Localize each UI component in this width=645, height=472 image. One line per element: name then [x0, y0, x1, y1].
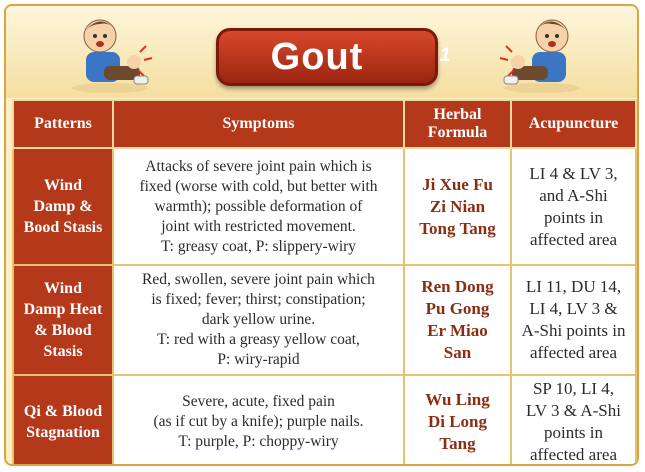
table-row	[13, 148, 636, 265]
cell-text-line: Er Miao	[427, 321, 488, 340]
cell-text-line: LI 4, LV 3 &	[529, 299, 618, 318]
acupuncture-cell	[511, 148, 636, 265]
header-herbal-line: Formula	[427, 124, 488, 141]
cell-text-line: Ren Dong	[421, 277, 494, 296]
cell-text-line: SP 10, LI 4,	[532, 379, 615, 398]
cell-text-line: points in	[543, 207, 604, 227]
cell-text-line: Ji Xue Fu	[422, 174, 493, 194]
cell-text-line: Wind	[44, 280, 82, 297]
cell-text-line: Tong Tang	[419, 218, 496, 238]
man-knee-pain-icon	[496, 14, 588, 94]
cell-text-line: Damp &	[33, 198, 93, 215]
acupuncture-cell	[511, 375, 636, 466]
man-knee-pain-icon	[64, 14, 156, 94]
cell-text-line: dark yellow urine.	[201, 311, 316, 328]
cell-text-line: Wind	[44, 177, 82, 194]
cell-text-line: affected area	[530, 445, 617, 464]
title-banner	[6, 6, 637, 98]
herbal-formula-cell	[404, 265, 511, 375]
symptoms-cell	[113, 265, 404, 375]
cell-text-line: San	[443, 343, 472, 362]
cell-text-line: Qi & Blood	[23, 403, 103, 420]
header-symptoms: Symptoms	[113, 100, 404, 148]
pattern-cell	[13, 148, 113, 265]
pattern-cell	[13, 375, 113, 466]
cell-text-line: LI 11, DU 14,	[525, 277, 622, 296]
cell-text-line: is fixed; fever; thirst; constipation;	[151, 291, 366, 308]
pattern-cell	[13, 265, 113, 375]
cell-text-line: Di Long	[427, 412, 488, 431]
cell-text-line: T: red with a greasy yellow coat,	[157, 331, 360, 348]
cell-text-line: Pu Gong	[425, 299, 490, 318]
page-number-badge: 1	[439, 45, 451, 66]
cell-text-line: Damp Heat	[23, 301, 103, 318]
cell-text-line: LI 4 & LV 3,	[529, 163, 618, 183]
cell-text-line: T: purple, P: choppy-wiry	[178, 433, 339, 450]
cell-text-line: LV 3 & A-Shi	[526, 401, 621, 420]
cell-text-line: fixed (worse with cold, but better with	[139, 177, 378, 195]
table-row	[13, 265, 636, 375]
cell-text-line: affected area	[530, 343, 617, 362]
cell-text-line: Zi Nian	[429, 196, 486, 216]
title-pill	[216, 28, 451, 86]
table-header-row	[13, 100, 636, 148]
cell-text-line: (as if cut by a knife); purple nails.	[153, 413, 364, 430]
herbal-formula-cell	[404, 375, 511, 466]
cell-text-line: and A-Shi	[539, 185, 608, 205]
page-title: Gout	[270, 35, 364, 78]
cell-text-line: affected area	[530, 229, 617, 249]
cell-text-line: T: greasy coat, P: slippery-wiry	[160, 237, 357, 255]
gout-table	[12, 99, 637, 466]
cell-text-line: P: wiry-rapid	[217, 351, 300, 368]
header-herbal-line: Herbal	[433, 106, 482, 123]
cell-text-line: Severe, acute, fixed pain	[182, 393, 335, 410]
header-acupuncture: Acupuncture	[511, 100, 636, 148]
cell-text-line: Bood Stasis	[23, 219, 103, 236]
cell-text-line: Red, swollen, severe joint pain which	[142, 271, 375, 288]
symptoms-cell	[113, 375, 404, 466]
gout-card	[4, 4, 639, 466]
header-patterns: Patterns	[13, 100, 113, 148]
cell-text-line: Tang	[439, 434, 476, 453]
cell-text-line: Attacks of severe joint pain which is	[145, 157, 372, 175]
cell-text-line: warmth); possible deformation of	[154, 197, 363, 215]
cell-text-line: Wu Ling	[425, 390, 490, 409]
cell-text-line: A-Shi points in	[521, 321, 626, 340]
symptoms-cell	[113, 148, 404, 265]
cell-text-line: Stagnation	[26, 424, 100, 441]
cell-text-line: & Blood	[34, 322, 92, 339]
cell-text-line: joint with restricted movement.	[161, 217, 356, 235]
herbal-formula-cell	[404, 148, 511, 265]
table-row	[13, 375, 636, 466]
cell-text-line: Stasis	[43, 343, 83, 360]
header-herbal-formula	[404, 100, 511, 148]
cell-text-line: points in	[543, 423, 604, 442]
acupuncture-cell	[511, 265, 636, 375]
